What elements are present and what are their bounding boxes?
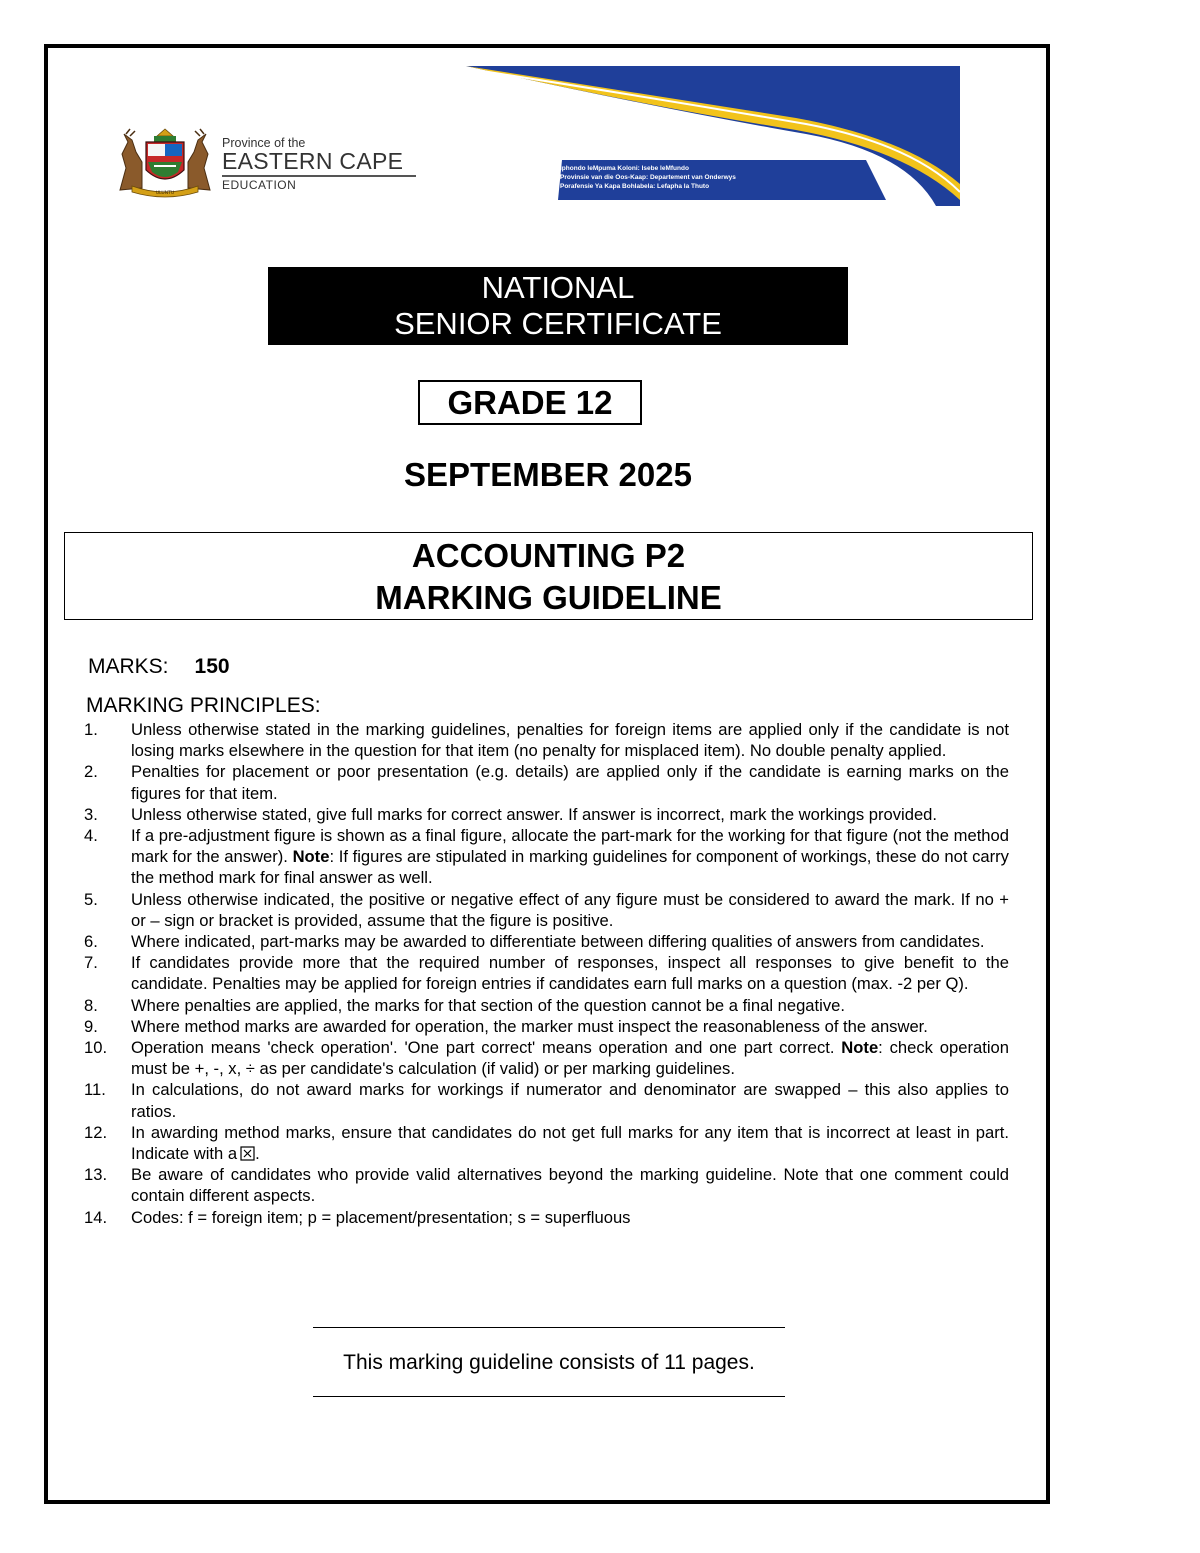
- list-item: [84, 889, 1009, 931]
- footer-rule-bottom: [313, 1396, 785, 1397]
- province-name: EASTERN CAPE: [222, 148, 404, 174]
- item-text-after: : If figures are stipulated in marking guidelines for component of workings, these do not carry the method mark for final answer as well.: [131, 847, 1009, 888]
- principles-list: [84, 719, 1009, 1228]
- eastern-cape-logo: [112, 128, 422, 198]
- item-text: In calculations, do not award marks for workings if numerator and denominator are swapped – this also applies to ratios.: [131, 1080, 1009, 1121]
- list-item: [84, 995, 1009, 1016]
- item-number: 1.: [84, 720, 98, 739]
- list-item: [84, 825, 1009, 889]
- banner-line-3: Porafensie Ya Kapa Bohlabela: Lefapha la Thuto: [560, 183, 710, 190]
- subject-title-box: [64, 532, 1033, 620]
- item-text: Operation means 'check operation'. 'One part correct' means operation and one part correct.: [131, 1038, 842, 1058]
- province-line: Province of the: [222, 136, 306, 150]
- item-number: 6.: [84, 932, 98, 952]
- boxed-x-icon: [240, 1146, 255, 1161]
- list-item: [84, 931, 1009, 952]
- item-text: Codes: f = foreign item; p = placement/presentation; s = superfluous: [131, 1207, 631, 1227]
- item-text: If candidates provide more that the required number of responses, inspect all responses to give benefit to the candidate. Penalties may be applied for foreign entries if candidates earn full marks on a question (max. -2 per Q).: [131, 953, 1009, 994]
- item-text: Where penalties are applied, the marks for that section of the question cannot be a final negative.: [131, 995, 845, 1015]
- marks-value: 150: [194, 655, 230, 678]
- item-text: Unless otherwise stated, give full marks for correct answer. If answer is incorrect, mark the workings provided.: [131, 804, 938, 824]
- crest-motto: ULUNTU: [155, 191, 175, 196]
- list-item: [84, 1016, 1009, 1037]
- nsc-line-1: NATIONAL: [481, 270, 635, 305]
- list-item: [84, 1164, 1009, 1206]
- note-label: Note: [292, 847, 330, 867]
- list-item: [84, 719, 1009, 761]
- list-item: [84, 1037, 1009, 1079]
- item-text: In awarding method marks, ensure that candidates do not get full marks for any item that is incorrect at least in part. Indicate with a: [131, 1122, 1009, 1164]
- item-number: 10.: [84, 1038, 108, 1058]
- list-item: [84, 952, 1009, 994]
- item-number: 13.: [84, 1165, 108, 1185]
- item-text-after: : check operation must be +, -, x, ÷ as per candidate's calculation (if valid) or per marking guidelines.: [131, 1038, 1009, 1079]
- item-text: Unless otherwise indicated, the positive or negative effect of any figure must be considered to award the mark. If no + or – sign or bracket is provided, assume that the figure is positive.: [131, 889, 1009, 930]
- item-number: 2.: [84, 762, 98, 782]
- item-number: 3.: [84, 804, 98, 824]
- list-item: [84, 1207, 1009, 1228]
- item-text: Penalties for placement or poor presentation (e.g. details) are applied only if the candidate is earning marks on the figures for that item.: [131, 762, 1009, 803]
- subject-line-2: MARKING GUIDELINE: [375, 579, 722, 616]
- item-number: 4.: [84, 826, 98, 846]
- item-text: Where indicated, part-marks may be awarded to differentiate between differing qualities of answers from candidates.: [131, 932, 985, 952]
- item-number: 5.: [84, 889, 98, 909]
- item-text: Unless otherwise stated in the marking guidelines, penalties for foreign items are applied only if the candidate is not losing marks elsewhere in the question for that item (no penalty for misplaced item). No double penalty applied.: [131, 720, 1009, 761]
- nsc-line-2: SENIOR CERTIFICATE: [394, 306, 722, 341]
- item-number: 14.: [84, 1207, 108, 1227]
- item-text: Where method marks are awarded for operation, the marker must inspect the reasonableness of the answer.: [131, 1016, 928, 1036]
- item-number: 12.: [84, 1122, 108, 1142]
- department-name: EDUCATION: [222, 178, 297, 192]
- page-count-note: This marking guideline consists of 11 pages.: [343, 1351, 755, 1374]
- footer-rule-top: [313, 1327, 785, 1328]
- nsc-title-box: [268, 267, 848, 345]
- item-number: 8.: [84, 995, 98, 1015]
- item-number: 9.: [84, 1016, 98, 1036]
- note-label: Note: [841, 1038, 879, 1058]
- item-text: Be aware of candidates who provide valid alternatives beyond the marking guideline. Note that one comment could contain different aspects.: [131, 1165, 1009, 1206]
- marks-label: MARKS:: [88, 655, 169, 678]
- list-item: [84, 804, 1009, 825]
- subject-line-1: ACCOUNTING P2: [411, 537, 686, 574]
- item-text: If a pre-adjustment figure is shown as a final figure, allocate the part-mark for the working for that figure (not the method mark for the answer).: [131, 826, 1009, 867]
- grade-box: GRADE 12: [418, 380, 642, 425]
- list-item: [84, 761, 1009, 803]
- banner-tagline: [560, 164, 736, 191]
- coat-of-arms-icon: [112, 128, 218, 198]
- item-suffix: .: [255, 1144, 260, 1164]
- list-item: [84, 1122, 1009, 1164]
- banner-line-2: Provinsie van die Oos-Kaap: Departement van Onderwys: [560, 174, 736, 181]
- banner-line-1: Iphondo leMpuma Koloni: Isebe leMfundo: [560, 165, 689, 172]
- principles-heading: MARKING PRINCIPLES:: [86, 694, 321, 717]
- item-number: 11.: [84, 1080, 106, 1100]
- logo-underline: [222, 175, 416, 177]
- total-marks: [88, 654, 230, 680]
- exam-date: SEPTEMBER 2025: [404, 456, 692, 493]
- department-banner: [466, 66, 960, 206]
- item-number: 7.: [84, 953, 98, 973]
- list-item: [84, 1079, 1009, 1121]
